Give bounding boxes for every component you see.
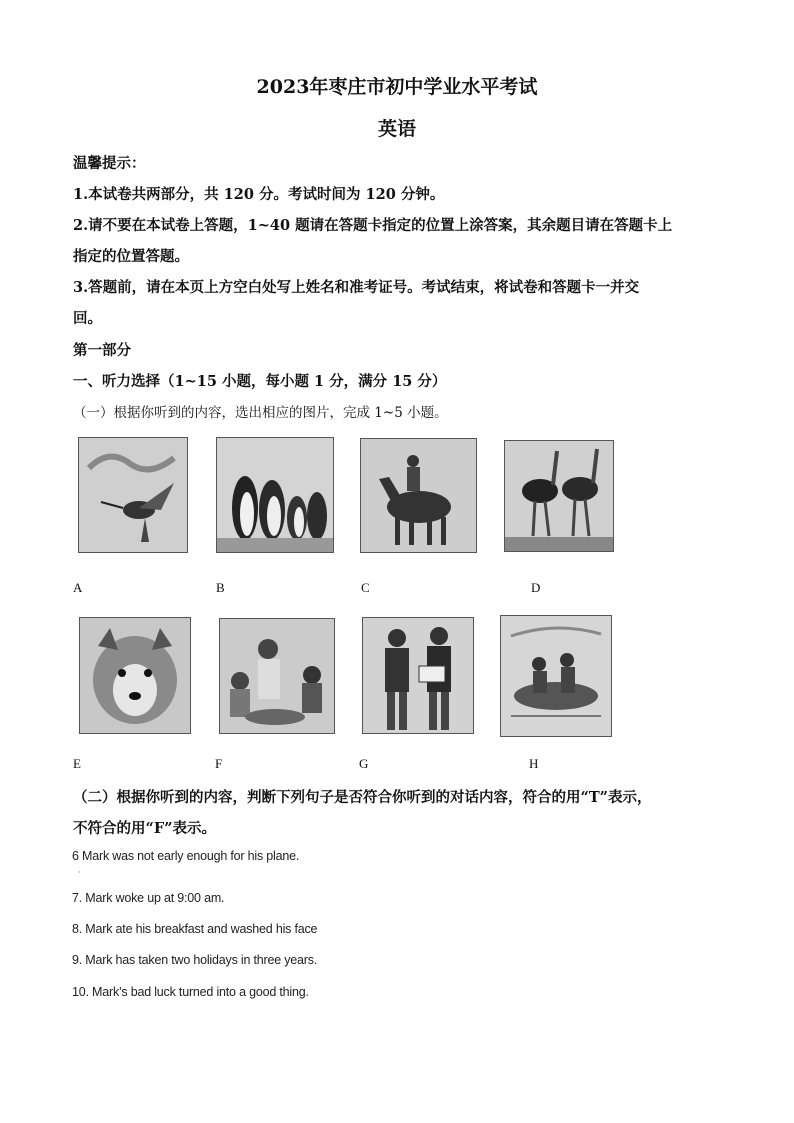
option-letter-e: E	[73, 756, 81, 771]
hummingbird-image	[78, 437, 188, 553]
question-6: 6 Mark was not early enough for his plane.	[72, 849, 300, 863]
notice-item-2b: 指定的位置答题。	[73, 248, 189, 265]
family-image	[219, 618, 335, 734]
question-7: 7. Mark woke up at 9:00 am.	[72, 891, 225, 905]
speck-mark: ·	[78, 868, 81, 877]
option-letter-a: A	[73, 580, 83, 595]
notice-item-3a: 3.答题前，请在本页上方空白处写上姓名和准考证号。考试结束，将试卷和答题卡一并交	[73, 279, 640, 296]
horse-rider-image	[360, 438, 477, 553]
part1-label: 第一部分	[73, 342, 131, 359]
notice-heading: 温馨提示：	[73, 155, 146, 172]
penguins-image	[216, 437, 334, 553]
section2-instruction-b: 不符合的用“F”表示。	[73, 820, 216, 837]
two-men-reading-image	[362, 617, 474, 734]
exam-title: 2023年枣庄市初中学业水平考试	[256, 76, 538, 98]
question-9: 9. Mark has taken two holidays in three years.	[72, 953, 318, 967]
sled-children-image	[500, 615, 612, 737]
option-letter-c: C	[361, 580, 370, 595]
option-letter-g: G	[359, 756, 369, 771]
section1-instruction: （一）根据你听到的内容，选出相应的图片，完成 1~5 小题。	[73, 405, 448, 421]
notice-item-2a: 2.请不要在本试卷上答题，1~40 题请在答题卡指定的位置上涂答案，其余题目请在答题卡上	[73, 217, 673, 234]
section2-instruction-a: （二）根据你听到的内容，判断下列句子是否符合你听到的对话内容，符合的用“T”表示，	[73, 789, 652, 806]
question-8: 8. Mark ate his breakfast and washed his face	[72, 922, 318, 936]
notice-item-1: 1.本试卷共两部分，共 120 分。考试时间为 120 分钟。	[73, 186, 445, 203]
option-letter-d: D	[531, 580, 541, 595]
notice-item-3b: 回。	[73, 310, 102, 327]
option-letter-b: B	[216, 580, 225, 595]
section1-heading: 一、听力选择（1~15 小题，每小题 1 分，满分 15 分）	[73, 373, 447, 390]
ostriches-image	[504, 440, 614, 552]
question-10: 10. Mark’s bad luck turned into a good thing.	[72, 985, 309, 999]
dog-image	[79, 617, 191, 734]
option-letter-f: F	[215, 756, 223, 771]
subject-title: 英语	[377, 118, 416, 140]
option-letter-h: H	[529, 756, 539, 771]
